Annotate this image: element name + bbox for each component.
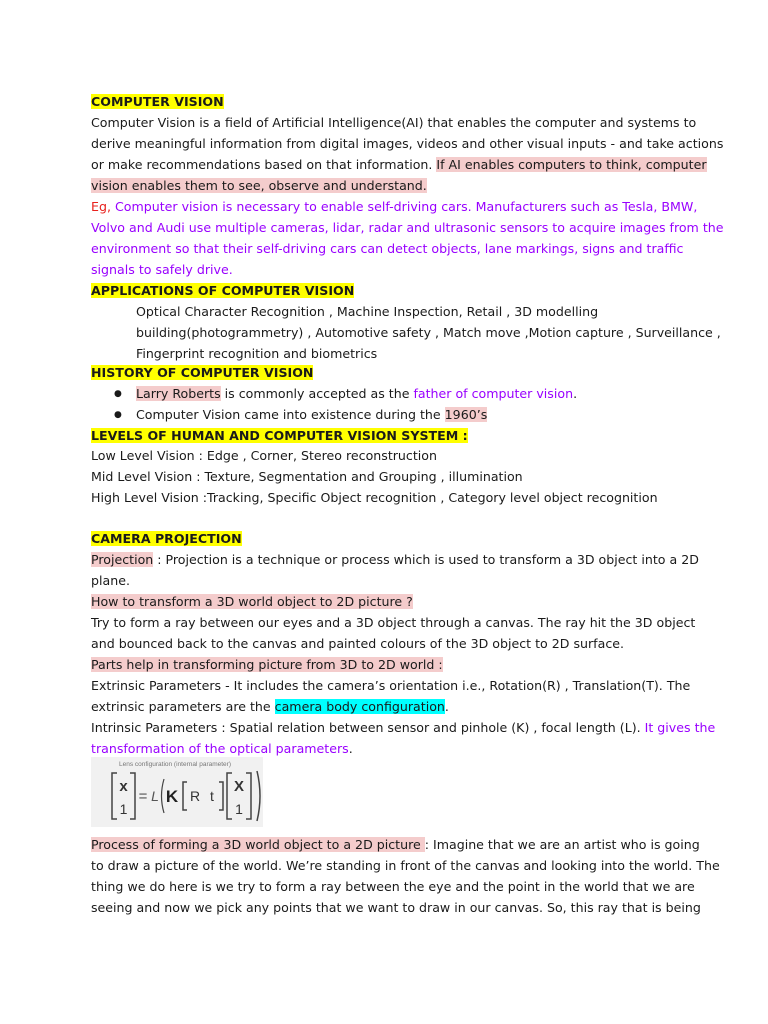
formula-graphic xyxy=(91,757,263,827)
lens-configuration-formula-image xyxy=(91,757,263,827)
bullet-dot-icon: ● xyxy=(114,410,122,420)
example-line: signals to safely drive. xyxy=(91,262,233,277)
process-line: thing we do here is we try to form a ray between the eye and the point in the world that we are xyxy=(91,879,695,894)
cv-definition-line: derive meaningful information from digital images, videos and other visual inputs - and take actions xyxy=(91,136,724,151)
level-mid-line: Mid Level Vision : Texture, Segmentation and Grouping , illumination xyxy=(91,469,523,484)
heading-history: HISTORY OF COMPUTER VISION xyxy=(91,365,314,380)
ray-line: Try to form a ray between our eyes and a 3D object through a canvas. The ray hit the 3D object xyxy=(91,615,696,630)
heading-levels: LEVELS OF HUMAN AND COMPUTER VISION SYSTEM : xyxy=(91,428,468,443)
formula-R: R xyxy=(189,788,201,804)
formula-x: x xyxy=(119,778,128,795)
history-bullet: ● Larry Roberts is commonly accepted as the father of computer vision. xyxy=(136,384,577,404)
cv-definition-line: or make recommendations based on that information. If AI enables computers to think, computer xyxy=(91,157,707,172)
level-high-line: High Level Vision :Tracking, Specific Object recognition , Category level object recognition xyxy=(91,490,658,505)
formula-X: X xyxy=(233,778,245,795)
formula-one-2: 1 xyxy=(235,801,243,817)
example-line: Volvo and Audi use multiple cameras, lidar, radar and ultrasonic sensors to acquire images from the xyxy=(91,220,724,235)
heading-computer-vision: COMPUTER VISION xyxy=(91,94,224,109)
formula-caption: Lens configuration (internal parameter) xyxy=(119,761,232,768)
heading-camera-projection: CAMERA PROJECTION xyxy=(91,531,242,546)
formula-L: L xyxy=(151,788,159,804)
intrinsic-line: transformation of the optical parameters. xyxy=(91,741,353,756)
heading-applications: APPLICATIONS OF COMPUTER VISION xyxy=(91,283,355,298)
projection-line: Projection : Projection is a technique or process which is used to transform a 3D object into a 2D xyxy=(91,552,699,567)
history-bullet: ● Computer Vision came into existence during the 1960’s xyxy=(136,405,487,425)
formula-t: t xyxy=(210,788,214,804)
cv-definition-line: vision enables them to see, observe and understand. xyxy=(91,178,427,193)
projection-line: plane. xyxy=(91,573,130,588)
formula-K: K xyxy=(165,787,179,806)
ray-line: and bounced back to the canvas and painted colours of the 3D object to 2D surface. xyxy=(91,636,625,651)
bullet-dot-icon: ● xyxy=(114,389,122,399)
intrinsic-line: Intrinsic Parameters : Spatial relation between sensor and pinhole (K) , focal length (L). It gives the xyxy=(91,720,716,735)
extrinsic-line: extrinsic parameters are the camera body configuration. xyxy=(91,699,449,714)
example-line: Eg, Computer vision is necessary to enable self-driving cars. Manufacturers such as Tesla, BMW, xyxy=(91,199,698,214)
cv-definition-line: Computer Vision is a field of Artificial Intelligence(AI) that enables the computer and systems to xyxy=(91,115,697,130)
level-low-line: Low Level Vision : Edge , Corner, Stereo reconstruction xyxy=(91,448,437,463)
formula-one: 1 xyxy=(119,801,128,817)
formula-equals: = xyxy=(138,788,148,805)
example-line: environment so that their self-driving cars can detect objects, lane markings, signs and traffic xyxy=(91,241,684,256)
parts-heading: Parts help in transforming picture from 3D to 2D world : xyxy=(91,657,443,672)
applications-line: Fingerprint recognition and biometrics xyxy=(136,346,378,361)
applications-line: building(photogrammetry) , Automotive safety , Match move ,Motion capture , Surveillance , xyxy=(136,325,721,340)
process-line: Process of forming a 3D world object to a 2D picture : Imagine that we are an artist who is going xyxy=(91,837,700,852)
extrinsic-line: Extrinsic Parameters - It includes the camera’s orientation i.e., Rotation(R) , Translation(T). The xyxy=(91,678,691,693)
transform-question: How to transform a 3D world object to 2D picture ? xyxy=(91,594,413,609)
process-line: seeing and now we pick any points that we want to draw in our canvas. So, this ray that is being xyxy=(91,900,701,915)
process-line: to draw a picture of the world. We’re standing in front of the canvas and looking into the world. The xyxy=(91,858,720,873)
applications-line: Optical Character Recognition , Machine Inspection, Retail , 3D modelling xyxy=(136,304,599,319)
